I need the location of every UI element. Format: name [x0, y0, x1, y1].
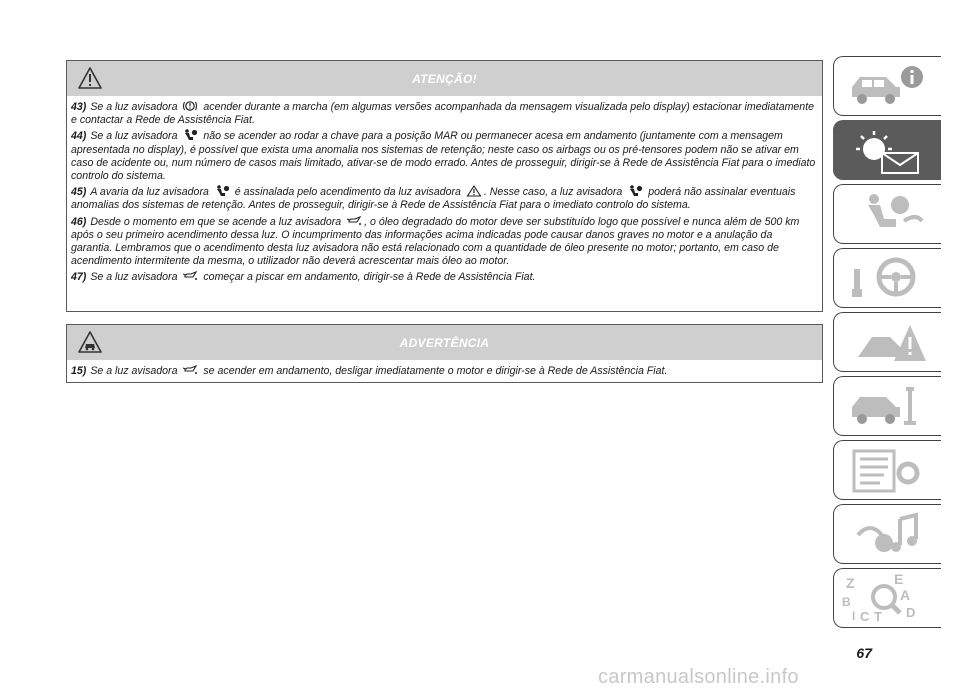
technical-data-icon	[844, 447, 930, 495]
airbag-warning-icon	[214, 185, 230, 197]
note-47: 47) Se a luz avisadora começar a piscar em andamento, dirigir-se à Rede de Assistência Fiat.	[71, 271, 536, 284]
tab-index[interactable]	[833, 568, 941, 628]
warning-box	[66, 60, 823, 312]
maintenance-icon	[844, 383, 930, 431]
note-44: 44) Se a luz avisadora não se acender ao rodar a chave para a posição MAR ou permanecer acesa em andamento (juntamente com a mensagem apresentada no display), é possível que exista uma anomalia nos sistemas de retenção; neste caso os airbags ou os pré-tensores podem não se ativar em caso de acidente ou, num número de casos mais limitado, ativar-se de modo errado. Antes de prosseguir, dirigir-se à Rede de Assistência Fiat para o imediato controlo do sistema.	[71, 130, 816, 183]
notice-body	[67, 360, 822, 386]
safety-airbag-icon	[844, 191, 930, 239]
watermark: carmanualsonline.info	[598, 666, 799, 688]
tab-maintenance[interactable]	[833, 376, 941, 436]
index-letter: A	[900, 587, 911, 603]
index-letter: E	[894, 571, 904, 587]
page-number: 67	[856, 645, 872, 661]
note-46: 46) Desde o momento em que se acende a luz avisadora , o óleo degradado do motor deve ser substituído logo que possível e nunca além de 500 km após o seu primeiro acendimento dessa luz. O incumprimento das informações acima indicadas pode causar danos graves no motor e a anulação da garantia. Lembramos que o acendimento desta luz avisadora não está relacionado com a quantidade de óleo presente no motor; portanto, em caso de acendimento intermitente da mesma, o utilizador não deverá acrescentar mais óleo ao motor.	[71, 215, 800, 268]
index-icon	[844, 575, 930, 623]
oil-degraded-icon	[182, 270, 198, 282]
tab-warning-lights[interactable]	[833, 120, 941, 180]
index-letter: I	[852, 609, 856, 623]
warning-body	[67, 96, 822, 293]
tab-emergency[interactable]	[833, 312, 941, 372]
brake-warning-icon	[182, 100, 198, 112]
general-warning-icon	[466, 185, 482, 197]
notice-box	[66, 324, 823, 383]
note-45: 45) A avaria da luz avisadora é assinalada pelo acendimento da luz avisadora . Nesse caso, a luz avisadora poderá não assinalar eventuais anomalias dos sistemas de retenção. Antes de prosseguir, dirigir-se à Rede de Assistência Fiat para o imediato controlo do sistema.	[71, 186, 796, 212]
index-letter: C	[860, 609, 870, 624]
steering-key-icon	[844, 255, 930, 303]
emergency-icon	[844, 319, 930, 367]
notice-header	[67, 325, 822, 360]
car-info-icon	[844, 63, 930, 111]
warning-header	[67, 61, 822, 96]
multimedia-icon	[844, 511, 930, 559]
tab-technical-data[interactable]	[833, 440, 941, 500]
airbag-warning-icon	[627, 185, 643, 197]
airbag-warning-icon	[182, 129, 198, 141]
index-letter: B	[842, 595, 851, 609]
warning-title: ATENÇÃO!	[412, 72, 477, 86]
index-letter: Z	[846, 575, 855, 591]
tab-safety[interactable]	[833, 184, 941, 244]
oil-degraded-icon	[182, 364, 198, 376]
tab-starting-driving[interactable]	[833, 248, 941, 308]
note-43: 43) Se a luz avisadora acender durante a marcha (em algumas versões acompanhada da mensagem visualizada pelo display) estacionar imediatamente e contactar a Rede de Assistência Fiat.	[71, 101, 815, 127]
tab-multimedia[interactable]	[833, 504, 941, 564]
index-letter: D	[906, 605, 916, 620]
index-letter: T	[874, 609, 882, 624]
warning-lights-icon	[844, 127, 930, 175]
notice-title: ADVERTÊNCIA	[399, 336, 490, 350]
oil-degraded-icon	[346, 215, 362, 227]
tab-car-info[interactable]	[833, 56, 941, 116]
note-15: 15) Se a luz avisadora se acender em andamento, desligar imediatamente o motor e dirigir-se à Rede de Assistência Fiat.	[71, 365, 668, 377]
